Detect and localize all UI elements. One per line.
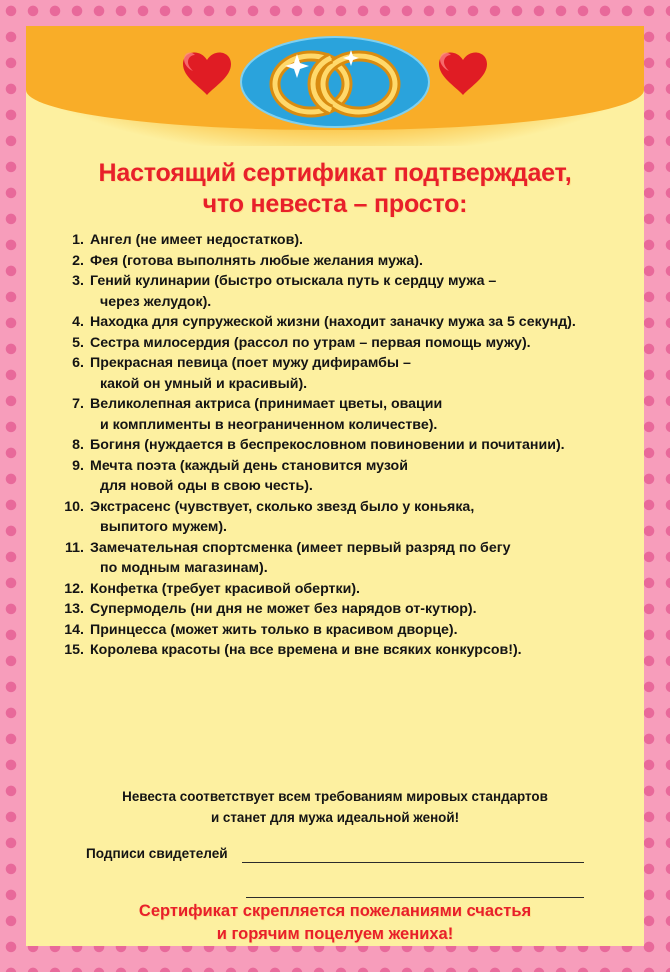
list-item-number: 1. [72, 232, 84, 248]
list-item-number: 5. [72, 334, 84, 351]
signature-line-1[interactable] [242, 848, 584, 863]
list-item-number: 8. [72, 437, 84, 453]
footer-note [26, 900, 644, 946]
list-item-text-continued: выпитого мужем). [100, 519, 227, 535]
list-item [44, 599, 626, 620]
list-item [44, 435, 626, 456]
list-item-text-continued: для новой оды в свою честь). [100, 478, 313, 494]
list-item [44, 394, 626, 435]
title-line-1: Настоящий сертификат подтверждает, [98, 159, 572, 187]
heart-icon-left [183, 52, 231, 95]
list-item-text: Супермодель (ни дня не может без нарядов от-кутюр). [90, 601, 477, 617]
list-item-text: Замечательная спортсменка (имеет первый разряд по бегу [90, 539, 511, 556]
signature-block [26, 846, 644, 898]
list-item-text: Фея (готова выполнять любые желания мужа). [90, 252, 423, 269]
list-item-number: 11. [65, 539, 84, 556]
footer-line-1: Сертификат скрепляется пожеланиями счастья [138, 902, 532, 920]
list-item-text-continued: по модным магазинам). [100, 560, 268, 576]
closing-statement [26, 786, 644, 828]
list-item-number: 2. [72, 252, 84, 269]
list-item-text: Гений кулинарии (быстро отыскала путь к сердцу мужа – [90, 273, 497, 289]
certificate-body [26, 26, 644, 946]
list-item [44, 271, 626, 312]
list-item-text: Принцесса (может жить только в красивом дворце). [90, 621, 458, 638]
list-item-text: Конфетка (требует красивой обертки). [90, 580, 360, 597]
list-item-number: 12. [64, 580, 84, 597]
list-item-number: 6. [72, 355, 84, 371]
list-item-text: Экстрасенс (чувствует, сколько звезд было у коньяка, [90, 498, 475, 515]
list-item-text-continued: какой он умный и красивый). [100, 375, 308, 392]
list-item [44, 538, 626, 579]
footer-line-2: и горячим поцелуем жениха! [216, 925, 454, 943]
list-item-number: 10. [64, 498, 84, 515]
certificate-list [26, 230, 644, 661]
list-item-number: 14. [64, 621, 84, 638]
page-title [26, 158, 644, 220]
list-item-number: 13. [64, 601, 84, 617]
list-item [44, 456, 626, 497]
list-item-text: Мечта поэта (каждый день становится музой [90, 457, 408, 474]
list-item [44, 620, 626, 641]
list-item [44, 251, 626, 272]
title-line-2: что невеста – просто: [202, 190, 468, 218]
list-item-number: 9. [72, 457, 84, 474]
list-item-number: 7. [72, 396, 84, 412]
list-item-text-continued: и комплименты в неограниченном количестве). [100, 416, 438, 433]
list-item [44, 579, 626, 600]
signature-label: Подписи свидетелей [86, 846, 228, 861]
list-item-text-continued: через желудок). [100, 293, 212, 310]
signature-line-2[interactable] [246, 885, 584, 898]
wedding-rings-icon [241, 37, 429, 127]
list-item-text: Королева красоты (на все времена и вне всяких конкурсов!). [90, 642, 522, 658]
list-item-number: 4. [72, 314, 84, 330]
closing-line-2: и станет для мужа идеальной женой! [210, 810, 460, 825]
list-item-number: 3. [72, 273, 84, 289]
heart-icon-right [439, 52, 487, 95]
list-item [44, 333, 626, 354]
list-item [44, 640, 626, 661]
list-item-text: Сестра милосердия (рассол по утрам – первая помощь мужу). [90, 334, 531, 351]
emblem [26, 34, 644, 144]
list-item-text: Прекрасная певица (поет мужу дифирамбы – [90, 355, 411, 371]
list-item [44, 230, 626, 251]
list-item-text: Ангел (не имеет недостатков). [90, 232, 303, 248]
list-item [44, 312, 626, 333]
list-item [44, 497, 626, 538]
list-item-text: Находка для супружеской жизни (находит заначку мужа за 5 секунд). [90, 314, 576, 330]
closing-line-1: Невеста соответствует всем требованиям мировых стандартов [122, 789, 548, 804]
list-item [44, 353, 626, 394]
list-item-text: Богиня (нуждается в беспрекословном повиновении и почитании). [90, 437, 565, 453]
list-item-number: 15. [64, 642, 84, 658]
list-item-text: Великолепная актриса (принимает цветы, овации [90, 396, 443, 412]
